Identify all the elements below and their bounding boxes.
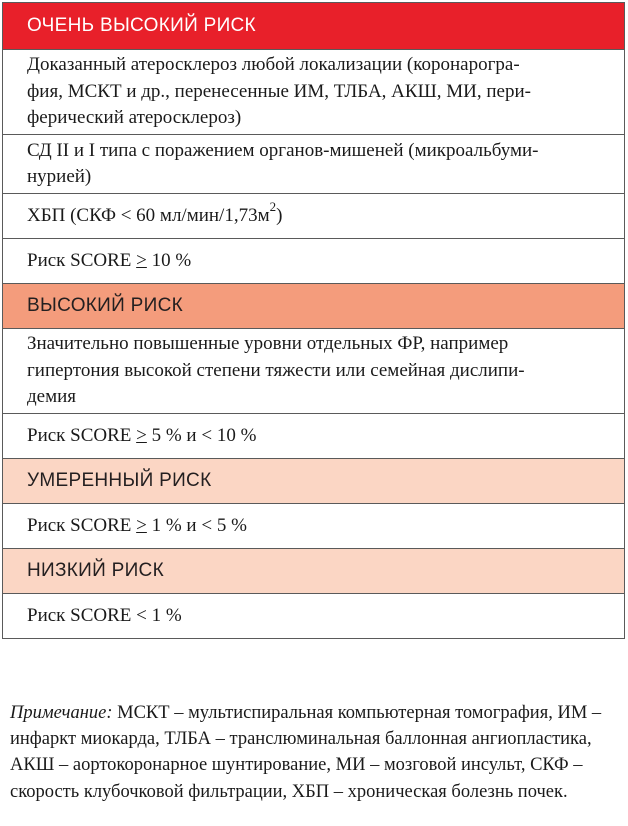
low-score: Риск SCORE < 1 %: [3, 594, 625, 639]
ckd-text: ХБП (СКФ < 60 мл/мин/1,73м: [27, 204, 270, 226]
footnote-text: МСКТ – мультиспиральная компьютерная томография, ИМ – инфаркт миокарда, ТЛБА – транслюминальная баллонная ангиопластика, АКШ – аортокоронарное шунтирование, МИ – мозговой инсульт, СКФ – скорость клубочковой фильтрации, ХБП – хроническая болезнь почек.: [10, 703, 602, 802]
table-row: [3, 594, 625, 639]
diabetes-criterion: СД II и I типа с поражением органов-мишеней (микроальбуми- нурией): [3, 135, 625, 194]
very-high-risk-header: ОЧЕНЬ ВЫСОКИЙ РИСК: [3, 3, 625, 50]
atherosclerosis-criterion: Доказанный атеросклероз любой локализации (коронарогра- фия, МСКТ и др., перенесенные ИМ, ТЛБА, АКШ, МИ, пери- ферический атеросклероз): [3, 50, 625, 135]
moderate-score: [3, 504, 625, 549]
table-row: [3, 135, 625, 194]
table-row: [3, 329, 625, 414]
moderate-risk-header: УМЕРЕННЫЙ РИСК: [3, 459, 625, 504]
table-row: [3, 194, 625, 239]
score-value: 10 %: [146, 249, 192, 271]
footnote-label: Примечание:: [10, 703, 113, 723]
low-risk-header-row: [3, 549, 625, 594]
ckd-criterion: [3, 194, 625, 239]
score-value: 1 % и < 5 %: [146, 514, 247, 536]
table-row: [3, 414, 625, 459]
moderate-risk-header-row: [3, 459, 625, 504]
risk-table: [2, 2, 625, 639]
score-prefix: Риск SCORE: [27, 249, 137, 271]
very-high-score: [3, 239, 625, 284]
score-sign: >: [136, 514, 147, 536]
score-sign: >: [136, 424, 147, 446]
ckd-superscript: 2: [269, 199, 277, 215]
ckd-close: ): [276, 204, 283, 226]
table-row: [3, 239, 625, 284]
high-risk-criterion: Значительно повышенные уровни отдельных ФР, например гипертония высокой степени тяжести или семейная дислипи- демия: [3, 329, 625, 414]
footnote: [10, 700, 622, 805]
table-row: [3, 504, 625, 549]
score-prefix: Риск SCORE: [27, 514, 137, 536]
score-sign: >: [136, 249, 147, 271]
high-risk-header: ВЫСОКИЙ РИСК: [3, 284, 625, 329]
high-score: [3, 414, 625, 459]
table-row: [3, 50, 625, 135]
high-risk-header-row: [3, 284, 625, 329]
low-risk-header: НИЗКИЙ РИСК: [3, 549, 625, 594]
score-prefix: Риск SCORE: [27, 424, 137, 446]
very-high-risk-header-row: [3, 3, 625, 50]
score-value: 5 % и < 10 %: [146, 424, 257, 446]
